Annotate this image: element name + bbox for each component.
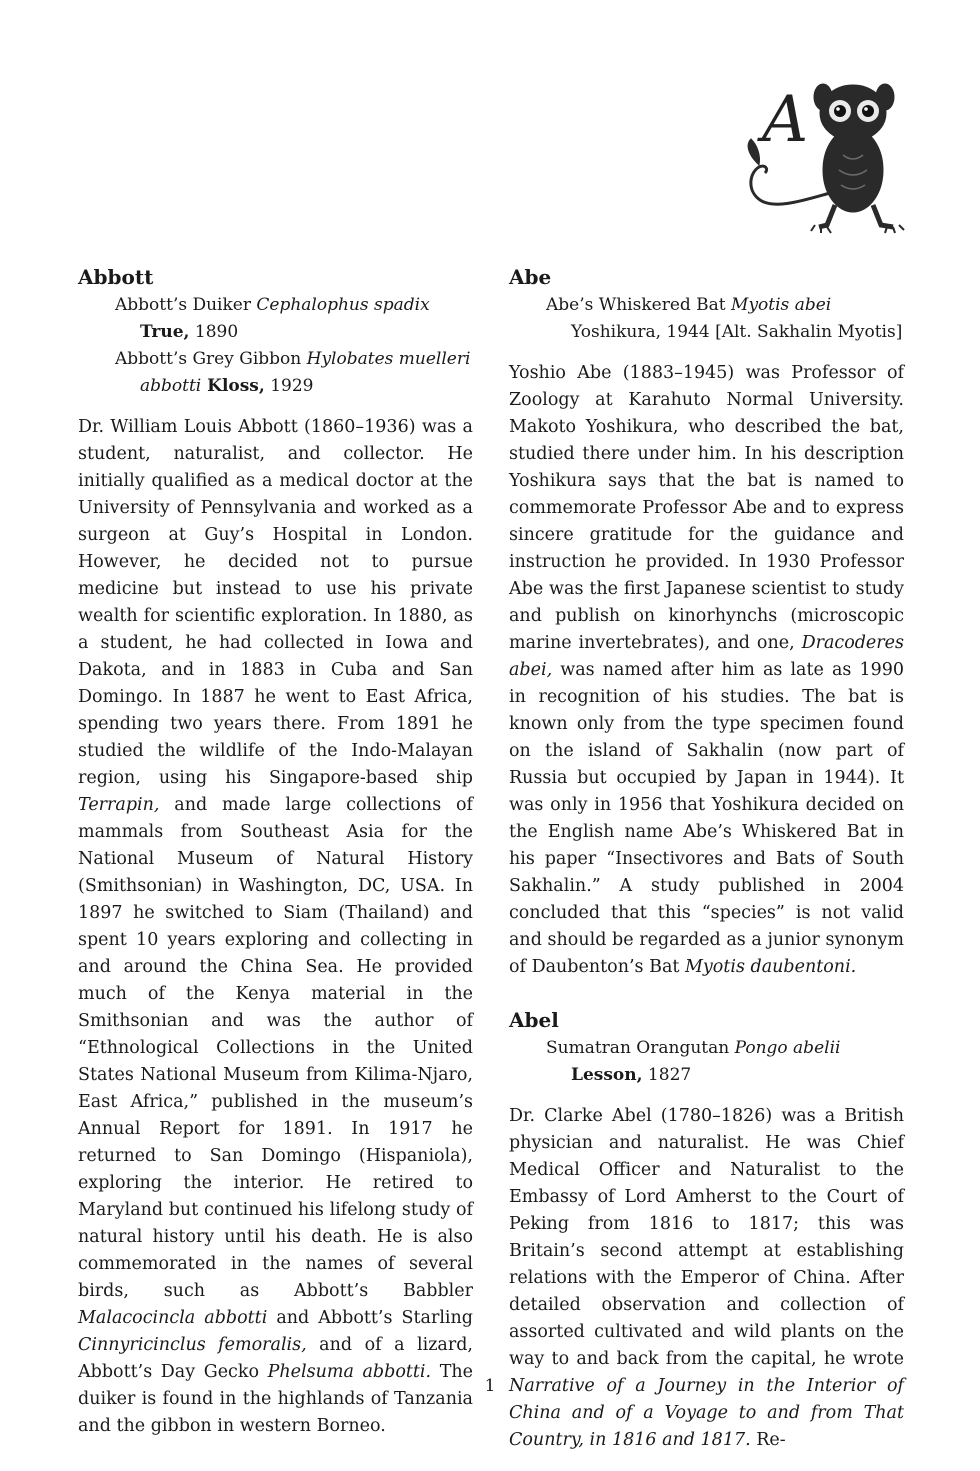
- entry-title-abbott: Abbott: [78, 265, 154, 289]
- species-entry: [78, 292, 473, 346]
- body-text-segment: and Abbott’s Starling: [267, 1308, 473, 1328]
- italic-text: Cinnyricinclus femoralis,: [78, 1335, 307, 1355]
- chapter-letter: A: [762, 83, 809, 157]
- body-text-segment: Dr. Clarke Abel (1780–1826) was a British physician and naturalist. He was Chief Medical Officer and Naturalist to the Embassy of Lord Amherst to the Court of Peking from 1816 to 1817; this was Britain’s second attempt at establishing relations with the Emperor of China. After detailed observation and collection of assorted cultivated and wild plants on the way to and back from the capital, he wrote: [509, 1106, 904, 1369]
- body-text-segment: and made large collections of mammals from Southeast Asia for the National Museum of Natural History (Smithsonian) in Washington, DC, USA. In 1897 he switched to Siam (Thailand) and spent 10 years exploring and collecting in and around the China Sea. He provided much of the Kenya material in the Smithsonian and was the author of “Ethnological Collections in the United States National Museum from Kilima-Njaro, East Africa,” published in the museum’s Annual Report for 1891. In 1917 he returned to San Domingo (Hispaniola), exploring the interior. He retired to Maryland but continued his lifelong study of natural history until his death. He is also commemorated in the names of several birds, such as Abbott’s Babbler: [78, 795, 473, 1301]
- italic-text: Dracoderes abei,: [509, 633, 904, 680]
- species-latin-name: Pongo abelii: [734, 1038, 841, 1058]
- species-entry: [509, 1035, 904, 1089]
- species-entry: [509, 292, 904, 346]
- species-list: [78, 292, 473, 400]
- species-author: True,: [140, 322, 190, 342]
- species-list: [509, 1035, 904, 1089]
- entry-body-abe: [509, 360, 904, 981]
- species-common-name: Abbott’s Grey Gibbon: [115, 349, 307, 369]
- species-year: 1929: [264, 376, 314, 396]
- italic-text: Phelsuma abbotti.: [267, 1362, 432, 1382]
- species-common-name: Abe’s Whiskered Bat: [546, 295, 732, 315]
- species-year: 1890: [189, 322, 239, 342]
- species-author: Lesson,: [571, 1065, 643, 1085]
- species-latin-name: Myotis abei: [731, 295, 832, 315]
- body-text-segment: was named after him as late as 1990 in recognition of his studies. The bat is known only from the type specimen found on the island of Sakhalin (now part of Russia but occupied by Japan in 1944). It was only in 1956 that Yoshikura decided on the English name Abe’s Whiskered Bat in his paper “Insectivores and Bats of South Sakhalin.” A study published in 2004 concluded that this “species” is not valid and should be regarded as a junior synonym of Daubenton’s Bat: [509, 660, 904, 977]
- entry-title-abel: Abel: [509, 1008, 559, 1032]
- species-list: [509, 292, 904, 346]
- species-common-name: Abbott’s Duiker: [115, 295, 257, 315]
- entry-body-abbott: [78, 414, 473, 1440]
- species-year: Yoshikura, 1944 [Alt. Sakhalin Myotis]: [571, 322, 903, 342]
- right-column: [509, 262, 904, 1454]
- species-entry: [78, 346, 473, 400]
- body-text-segment: The duiker is found in the highlands of Tanzania and the gibbon in western Borneo.: [78, 1362, 473, 1436]
- italic-text: Terrapin,: [78, 795, 160, 815]
- body-text-segment: Re-: [750, 1430, 786, 1450]
- species-year: 1827: [642, 1065, 692, 1085]
- species-latin-name: Hylobates muelleri abbotti: [140, 349, 471, 396]
- italic-text: Myotis daubentoni.: [684, 957, 857, 977]
- left-column: [78, 262, 473, 1440]
- italic-text: Narrative of a Journey in the Interior of China and of a Voyage to and from That Country, in 1816 and 1817.: [509, 1376, 904, 1450]
- species-latin-name: Cephalophus spadix: [256, 295, 430, 315]
- species-common-name: Sumatran Orangutan: [546, 1038, 735, 1058]
- italic-text: Malacocincla abbotti: [78, 1308, 268, 1328]
- entry-body-abel: [509, 1103, 904, 1454]
- body-text-segment: Dr. William Louis Abbott (1860–1936) was a student, naturalist, and collector. He initially qualified as a medical doctor at the University of Pennsylvania and worked as a surgeon at Guy’s Hospital in London. However, he decided not to pursue medicine but instead to use his private wealth for scientific exploration. In 1880, as a student, he had collected in Iowa and Dakota, and in 1883 in Cuba and San Domingo. In 1887 he went to East Africa, spending two years there. From 1891 he studied the wildlife of the Indo-Malayan region, using his Singapore-based ship: [78, 417, 473, 788]
- body-text-segment: Yoshio Abe (1883–1945) was Professor of Zoology at Karahuto Normal University. Makoto Yoshikura, who described the bat, studied there under him. In his description Yoshikura says that the bat is named to commemorate Professor Abe and to express sincere gratitude for the guidance and instruction he provided. In 1930 Professor Abe was the first Japanese scientist to study and publish on kinorhynchs (microscopic marine invertebrates), and one,: [509, 363, 904, 653]
- species-author: Kloss,: [201, 376, 265, 396]
- entry-title-abe: Abe: [509, 265, 552, 289]
- body-text-segment: and of a lizard, Abbott’s Day Gecko: [78, 1335, 473, 1382]
- page-number: 1: [484, 1376, 496, 1396]
